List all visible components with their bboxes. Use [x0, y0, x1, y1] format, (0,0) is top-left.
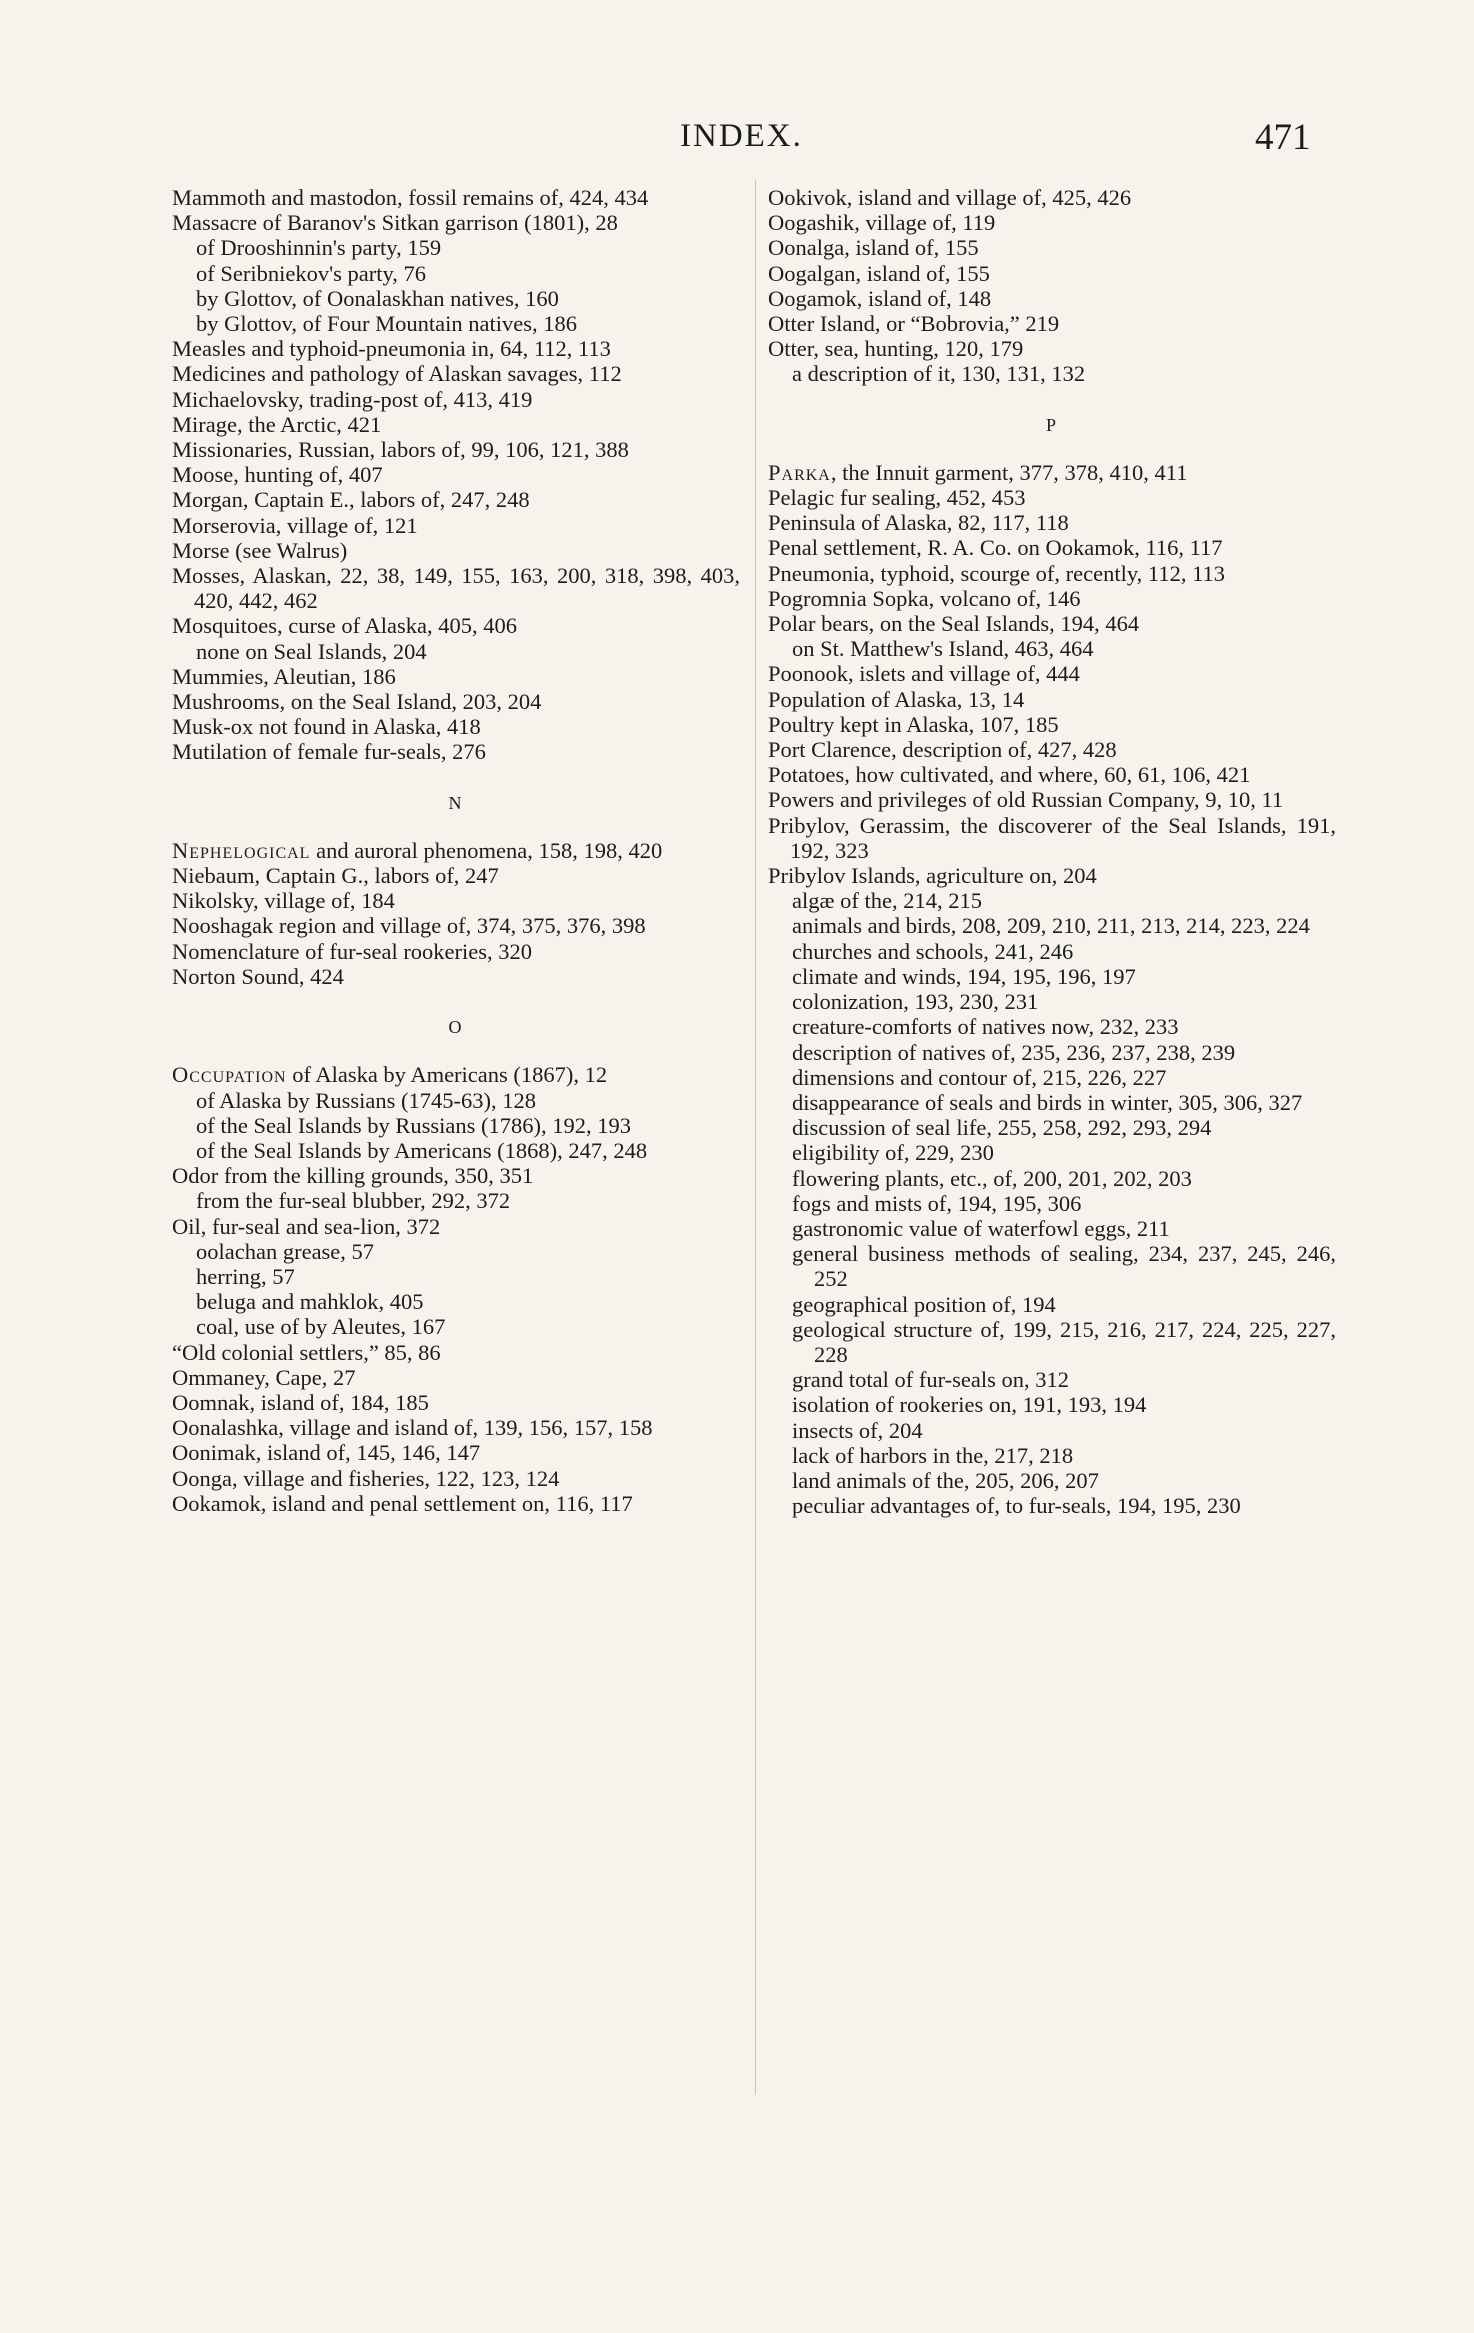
index-entry: Oogalgan, island of, 155 [768, 260, 990, 286]
index-subentry: discussion of seal life, 255, 258, 292, 293, 294 [792, 1115, 1212, 1141]
index-entry: “Old colonial settlers,” 85, 86 [172, 1339, 441, 1365]
index-subentry: eligibility of, 229, 230 [792, 1140, 994, 1166]
entry-lead-word: Nephelogical [172, 837, 311, 863]
index-subentry: none on Seal Islands, 204 [196, 638, 427, 664]
index-subentry: dimensions and contour of, 215, 226, 227 [792, 1064, 1167, 1090]
index-entry: Mushrooms, on the Seal Island, 203, 204 [172, 689, 542, 715]
index-entry: Pogromnia Sopka, volcano of, 146 [768, 585, 1081, 611]
index-subentry: from the fur-seal blubber, 292, 372 [196, 1188, 511, 1214]
index-subentry: peculiar advantages of, to fur-seals, 194, 195, 230 [792, 1493, 1241, 1519]
index-subentry: beluga and mahklok, 405 [196, 1289, 424, 1315]
index-entry: Oonga, village and fisheries, 122, 123, 124 [172, 1465, 560, 1491]
index-entry: Port Clarence, description of, 427, 428 [768, 737, 1117, 763]
index-subentry: coal, use of by Aleutes, 167 [196, 1314, 446, 1340]
index-entry: Moose, hunting of, 407 [172, 462, 383, 488]
index-entry: Ommaney, Cape, 27 [172, 1364, 356, 1390]
index-entry: Mummies, Aleutian, 186 [172, 663, 396, 689]
index-entry: Penal settlement, R. A. Co. on Ookamok, 116, 117 [768, 535, 1223, 561]
index-entry: Pribylov, Gerassim, the discoverer of the Seal Islands, 191, 192, 323 [768, 812, 1336, 863]
index-entry: Oil, fur-seal and sea-lion, 372 [172, 1213, 441, 1239]
index-entry: Oonalga, island of, 155 [768, 235, 979, 261]
index-subentry: a description of it, 130, 131, 132 [792, 361, 1086, 387]
index-entry: Oonalashka, village and island of, 139, 156, 157, 158 [172, 1415, 653, 1441]
index-entry: Nooshagak region and village of, 374, 375, 376, 398 [172, 913, 646, 939]
index-entry: Morse (see Walrus) [172, 537, 348, 563]
index-entry: Morgan, Captain E., labors of, 247, 248 [172, 487, 530, 513]
index-subentry: of Alaska by Russians (1745-63), 128 [196, 1087, 536, 1113]
index-subentry: churches and schools, 241, 246 [792, 938, 1074, 964]
index-entry: Oogamok, island of, 148 [768, 285, 992, 311]
index-entry: Pribylov Islands, agriculture on, 204 [768, 863, 1097, 889]
index-subentry: disappearance of seals and birds in winter, 305, 306, 327 [792, 1089, 1303, 1115]
index-entry: Mutilation of female fur-seals, 276 [172, 739, 486, 765]
entry-lead-word: Occupation [172, 1062, 287, 1088]
index-entry: Ookamok, island and penal settlement on, 116, 117 [172, 1490, 633, 1516]
index-entry: Missionaries, Russian, labors of, 99, 106, 121, 388 [172, 437, 629, 463]
index-subentry: fogs and mists of, 194, 195, 306 [792, 1190, 1082, 1216]
section-letter: P [1045, 414, 1058, 435]
index-entry: Ookivok, island and village of, 425, 426 [768, 185, 1132, 210]
index-entry [172, 1062, 740, 1087]
index-subentry: creature-comforts of natives now, 232, 233 [792, 1014, 1179, 1040]
index-entry: Poultry kept in Alaska, 107, 185 [768, 711, 1059, 737]
index-entry [768, 460, 1336, 485]
index-subentry: by Glottov, of Oonalaskhan natives, 160 [196, 285, 559, 311]
entry-text: and auroral phenomena, 158, 198, 420 [310, 837, 663, 863]
index-entry: Oomnak, island of, 184, 185 [172, 1389, 429, 1415]
index-entry: Oonimak, island of, 145, 146, 147 [172, 1440, 481, 1466]
index-subentry: gastronomic value of waterfowl eggs, 211 [792, 1215, 1170, 1241]
index-entry: Potatoes, how cultivated, and where, 60, 61, 106, 421 [768, 762, 1251, 788]
index-entry: Nomenclature of fur-seal rookeries, 320 [172, 938, 533, 964]
index-entry: Pelagic fur sealing, 452, 453 [768, 485, 1026, 511]
index-entry: Norton Sound, 424 [172, 963, 344, 989]
section-letter: O [448, 1017, 464, 1038]
running-head [0, 118, 1474, 162]
index-subentry: herring, 57 [196, 1263, 295, 1289]
index-subentry: algæ of the, 214, 215 [792, 888, 982, 914]
column-divider [755, 180, 756, 2095]
index-subentry: colonization, 193, 230, 231 [792, 989, 1039, 1015]
index-subentry: on St. Matthew's Island, 463, 464 [792, 636, 1094, 662]
index-entry: Pneumonia, typhoid, scourge of, recently, 112, 113 [768, 560, 1225, 586]
index-entry: Odor from the killing grounds, 350, 351 [172, 1163, 534, 1189]
index-entry: Otter Island, or “Bobrovia,” 219 [768, 311, 1060, 337]
index-entry: Michaelovsky, trading-post of, 413, 419 [172, 386, 533, 412]
index-entry: Measles and typhoid-pneumonia in, 64, 112, 113 [172, 336, 611, 362]
page-number: 471 [1255, 117, 1311, 158]
index-subentry: flowering plants, etc., of, 200, 201, 202, 203 [792, 1165, 1192, 1191]
index-subentry: general business methods of sealing, 234, 237, 245, 246, 252 [792, 1241, 1336, 1292]
index-entry: Morserovia, village of, 121 [172, 512, 418, 538]
index-entry: Mosquitoes, curse of Alaska, 405, 406 [172, 613, 517, 639]
index-entry: Niebaum, Captain G., labors of, 247 [172, 863, 499, 889]
index-entry: Mosses, Alaskan, 22, 38, 149, 155, 163, 200, 318, 398, 403, 420, 442, 462 [172, 563, 740, 614]
index-subentry: of the Seal Islands by Russians (1786), 192, 193 [196, 1112, 631, 1138]
entry-text: , the Innuit garment, 377, 378, 410, 411 [830, 459, 1188, 485]
index-subentry: description of natives of, 235, 236, 237, 238, 239 [792, 1039, 1236, 1065]
index-entry: Polar bears, on the Seal Islands, 194, 464 [768, 611, 1140, 637]
index-subentry: geographical position of, 194 [792, 1291, 1056, 1317]
index-entry: Oogashik, village of, 119 [768, 210, 996, 236]
index-entry: Musk-ox not found in Alaska, 418 [172, 714, 481, 740]
index-subentry: of Drooshinnin's party, 159 [196, 235, 442, 261]
index-entry: Medicines and pathology of Alaskan savages, 112 [172, 361, 622, 387]
index-entry: Massacre of Baranov's Sitkan garrison (1801), 28 [172, 210, 618, 236]
index-entry: Poonook, islets and village of, 444 [768, 661, 1080, 687]
index-subentry: of Seribniekov's party, 76 [196, 260, 427, 286]
index-column-right [768, 185, 1336, 1518]
index-subentry: climate and winds, 194, 195, 196, 197 [792, 963, 1136, 989]
index-subentry: geological structure of, 199, 215, 216, 217, 224, 225, 227, 228 [792, 1316, 1336, 1367]
index-subentry: lack of harbors in the, 217, 218 [792, 1442, 1074, 1468]
entry-text: of Alaska by Americans (1867), 12 [286, 1062, 608, 1088]
index-subentry: insects of, 204 [792, 1417, 923, 1443]
index-entry: Nikolsky, village of, 184 [172, 888, 395, 914]
page-title: INDEX. [680, 118, 803, 154]
index-column-left [172, 185, 740, 1516]
index-subentry: land animals of the, 205, 206, 207 [792, 1467, 1099, 1493]
index-subentry: oolachan grease, 57 [196, 1238, 375, 1264]
index-entry: Mirage, the Arctic, 421 [172, 411, 382, 437]
index-subentry: animals and birds, 208, 209, 210, 211, 213, 214, 223, 224 [792, 913, 1310, 939]
index-subentry: of the Seal Islands by Americans (1868), 247, 248 [196, 1137, 648, 1163]
index-entry: Powers and privileges of old Russian Company, 9, 10, 11 [768, 787, 1284, 813]
index-entry: Peninsula of Alaska, 82, 117, 118 [768, 510, 1069, 536]
index-entry: Otter, sea, hunting, 120, 179 [768, 336, 1024, 362]
index-subentry: isolation of rookeries on, 191, 193, 194 [792, 1392, 1147, 1418]
index-subentry: grand total of fur-seals on, 312 [792, 1367, 1069, 1393]
entry-lead-word: Parka [768, 459, 831, 485]
section-letter: N [448, 792, 464, 813]
index-entry: Mammoth and mastodon, fossil remains of, 424, 434 [172, 185, 649, 210]
index-subentry: by Glottov, of Four Mountain natives, 186 [196, 311, 578, 337]
index-entry: Population of Alaska, 13, 14 [768, 686, 1025, 712]
index-entry [172, 838, 740, 863]
